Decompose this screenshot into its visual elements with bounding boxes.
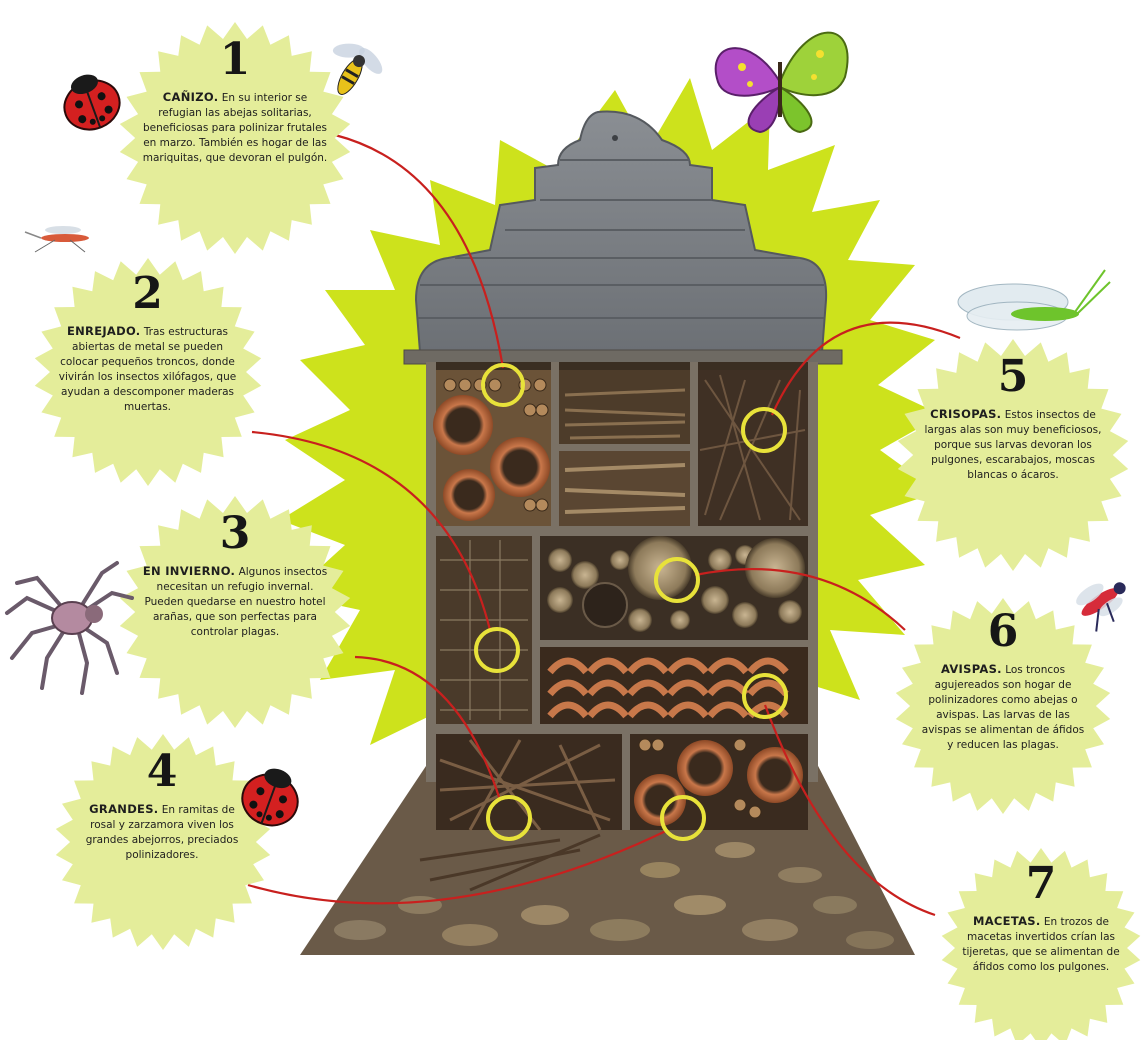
- ladybug-icon: [55, 66, 126, 137]
- callout-number: 7: [1025, 858, 1057, 909]
- callout-6: [918, 606, 1088, 753]
- callout-title: EN INVIERNO.: [142, 564, 236, 578]
- callout-5: [918, 351, 1108, 483]
- lacewing-icon: [958, 270, 1110, 330]
- callout-title: MACETAS.: [972, 914, 1041, 928]
- callout-number: 6: [987, 606, 1019, 657]
- callout-text: Estos insectos de largas alas son muy beneficiosos, porque sus larvas devoran los pulgones, escarabajos, moscas blancas o ácaros.: [924, 409, 1102, 481]
- callout-title: ENREJADO.: [66, 324, 141, 338]
- callout-3: [140, 508, 330, 640]
- callout-title: CRISOPAS.: [930, 407, 1002, 421]
- callout-2: [55, 268, 240, 415]
- callout-4: [78, 746, 246, 863]
- callout-text: En trozos de macetas invertidos crían las tijeretas, que se alimentan de áfidos como los pulgones.: [962, 916, 1120, 973]
- hotel-body: [420, 362, 818, 890]
- callout-title: AVISPAS.: [940, 662, 1002, 676]
- callout-title: GRANDES.: [89, 802, 159, 816]
- callout-1: [142, 34, 328, 166]
- callout-number: 5: [997, 351, 1029, 402]
- callout-text: Los troncos agujereados son hogar de polinizadores como abejas o avispas. Las larvas de las avispas se alimentan de áfidos y reducen las plagas.: [921, 664, 1085, 751]
- mosquito-icon: [25, 226, 89, 252]
- butterfly-icon: [716, 33, 848, 132]
- callout-7: [962, 858, 1120, 975]
- callout-number: 4: [146, 746, 178, 797]
- callout-text: Algunos insectos necesitan un refugio invernal. Pueden quedarse en nuestro hotel arañas, que son perfectas para controlar plagas.: [144, 566, 328, 638]
- spider-icon: [7, 563, 132, 693]
- callout-text: Tras estructuras abiertas de metal se pueden colocar pequeños troncos, donde vivirán los insectos xilófagos, que ayudan a descomponer maderas muertas.: [58, 326, 237, 413]
- callout-text: En ramitas de rosal y zarzamora viven los grandes abejorros, preciados polinizadores.: [85, 804, 239, 861]
- callout-text: En su interior se refugian las abejas solitarias, beneficiosas para polinizar frutales en marzo. También es hogar de las mariquitas, que devoran el pulgón.: [142, 92, 328, 164]
- callout-number: 3: [219, 508, 251, 559]
- callout-number: 2: [132, 268, 163, 319]
- callout-title: CAÑIZO.: [162, 90, 219, 104]
- callout-number: 1: [219, 34, 251, 85]
